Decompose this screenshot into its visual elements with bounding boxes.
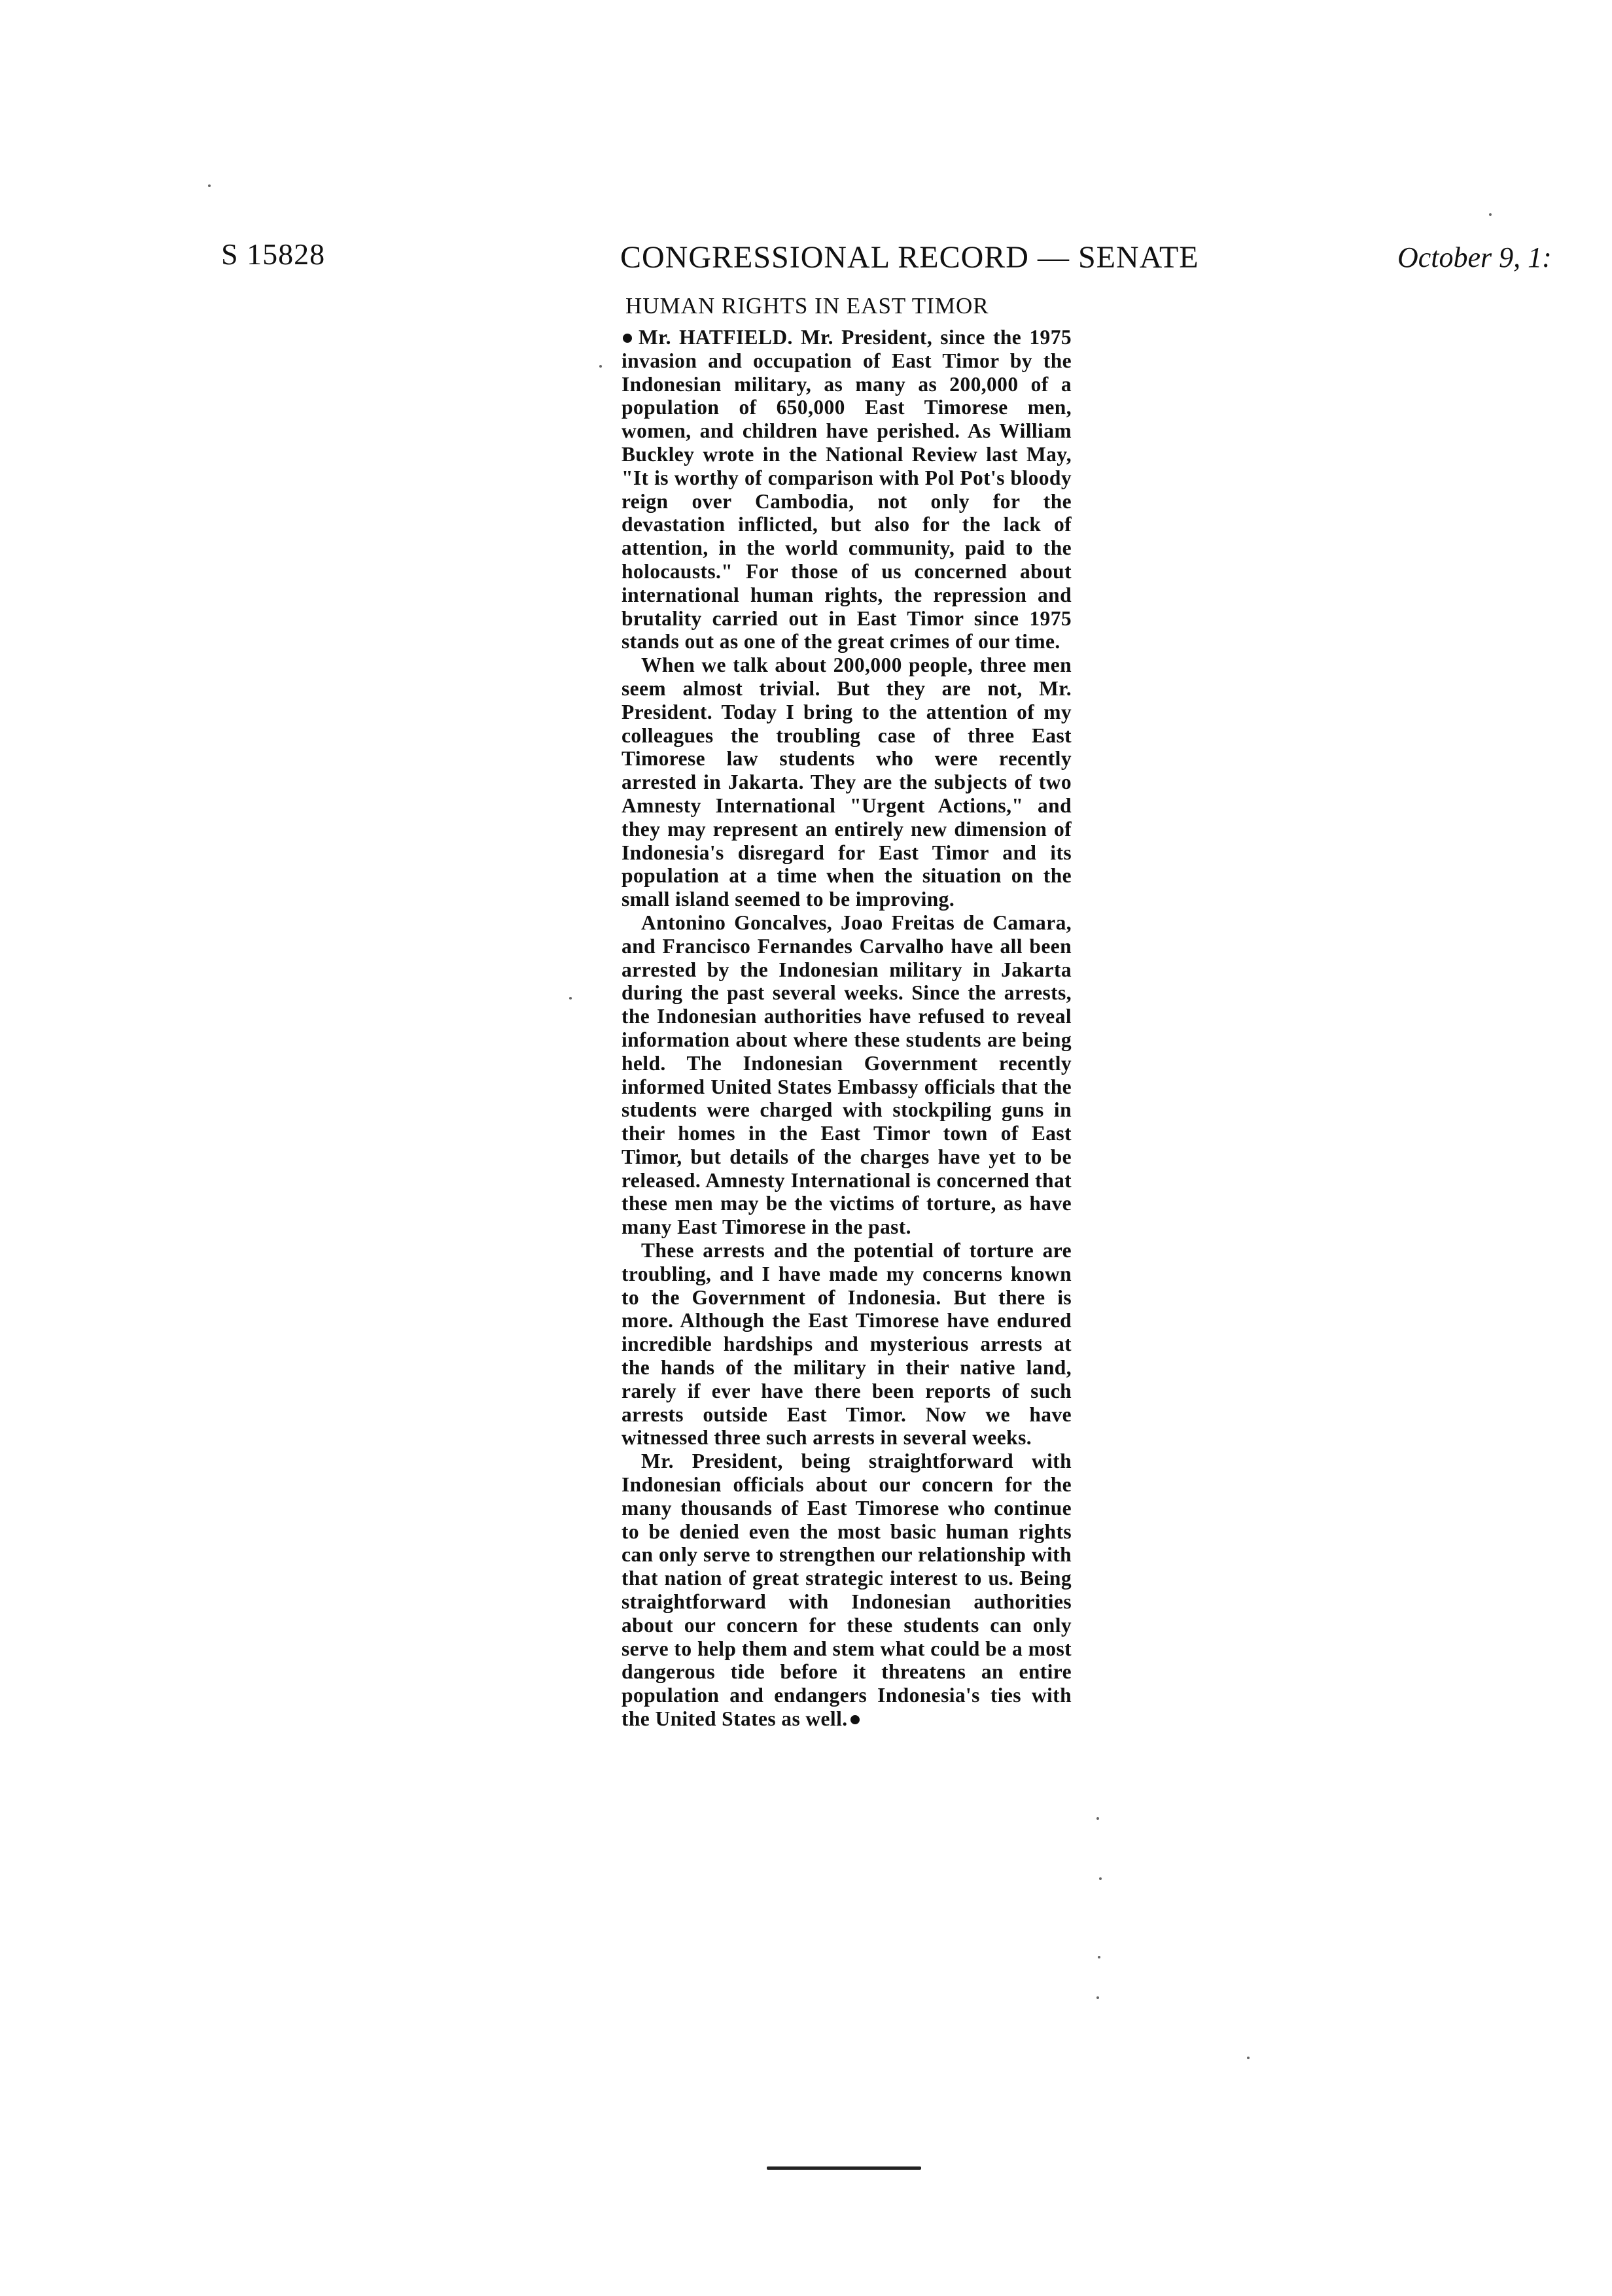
scan-speck [1489, 213, 1492, 216]
paragraph-text: Antonino Goncalves, Joao Freitas de Camara, and Francisco Fernandes Carvalho have all been arrested by the Indonesian military in Jakarta during the past several weeks. Since the arrests, the Indonesian authorities have refused to reveal information about where these students are being held. The Indonesian Government recently informed United States Embassy officials that the students were charged with stockpiling guns in their homes in the East Timor town of East Timor, but details of the charges have yet to be released. Amnesty International is concerned that these men may be the victims of torture, as have many East Timorese in the past. [622, 911, 1072, 1239]
issue-date: October 9, 1: [1397, 241, 1552, 273]
scan-speck [1096, 1996, 1099, 1999]
article-column [622, 293, 1072, 1731]
paragraph-text: When we talk about 200,000 people, three men seem almost trivial. But they are not, Mr. President. Today I bring to the attention of my colleagues the troubling case of three East Timorese law students who were recently arrested in Jakarta. They are the subjects of two Amnesty International "Urgent Actions," and they may represent an entirely new dimension of Indonesia's disregard for East Timor and its population at a time when the situation on the small island seemed to be improving. [622, 653, 1072, 911]
scan-speck [569, 997, 572, 1000]
end-bullet-icon [850, 1715, 860, 1724]
page-number: S 15828 [221, 237, 326, 271]
article-paragraph [622, 1450, 1072, 1731]
paragraph-text: Mr. President, being straightforward with Indonesian officials about our concern for the many thousands of East Timorese who continue to be denied even the most basic human rights can only serve to strengthen our relationship with that nation of great strategic interest to us. Being straightforward with Indonesian authorities about our concern for these students can only serve to help them and stem what could be a most dangerous tide before it threatens an entire population and endangers Indonesia's ties with the United States as well. [622, 1450, 1072, 1731]
scan-speck [208, 184, 211, 187]
article-paragraph [622, 326, 1072, 653]
scan-speck [599, 365, 602, 368]
article-headline: HUMAN RIGHTS IN EAST TIMOR [625, 293, 989, 319]
scan-speck [1096, 1817, 1099, 1820]
scan-speck [1247, 2057, 1250, 2059]
article-paragraph [622, 653, 1072, 911]
paragraph-text: These arrests and the potential of torture are troubling, and I have made my concerns known to the Government of Indonesia. But there is more. Although the East Timorese have endured incredible hardships and mysterious arrests at the hands of the military in their native land, rarely if ever have there been reports of such arrests outside East Timor. Now we have witnessed three such arrests in several weeks. [622, 1239, 1072, 1450]
scan-speck [1098, 1956, 1100, 1958]
article-paragraph [622, 1239, 1072, 1450]
scan-speck [1099, 1877, 1102, 1880]
section-divider-rule [767, 2166, 921, 2170]
bullet-marker-icon [623, 334, 632, 343]
article-paragraph [622, 911, 1072, 1239]
paragraph-text: Mr. HATFIELD. Mr. President, since the 1975 invasion and occupation of East Timor by the Indonesian military, as many as 200,000 of a population of 650,000 East Timorese men, women, and children have perished. As William Buckley wrote in the National Review last May, "It is worthy of comparison with Pol Pot's bloody reign over Cambodia, not only for the devastation inflicted, but also for the lack of attention, in the world community, paid to the holocausts." For those of us concerned about international human rights, the repression and brutality carried out in East Timor since 1975 stands out as one of the great crimes of our time. [622, 326, 1072, 653]
masthead-title: CONGRESSIONAL RECORD — SENATE [620, 240, 1199, 275]
